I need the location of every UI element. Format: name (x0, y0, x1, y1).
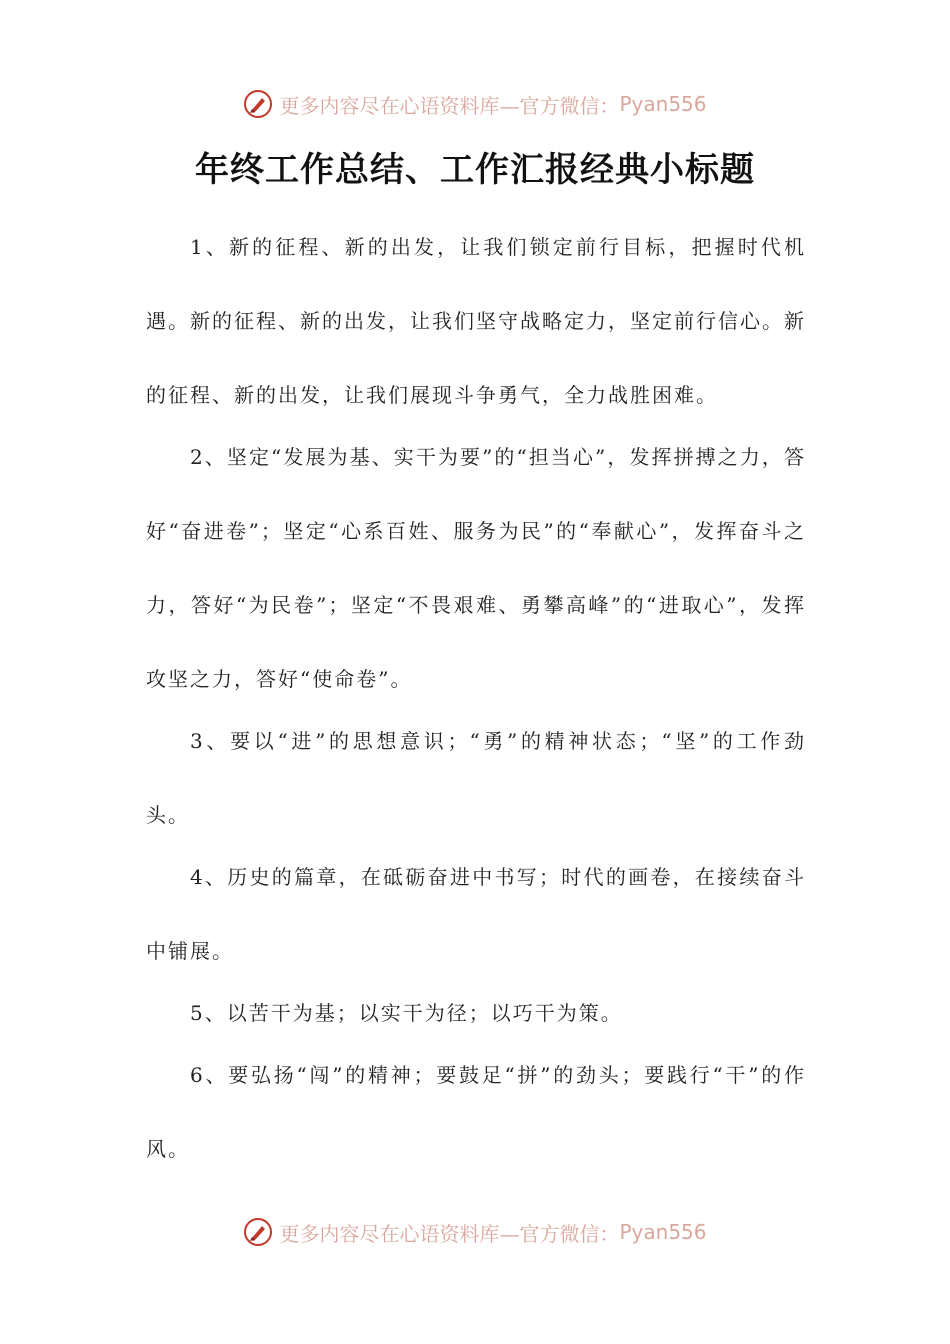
document-title: 年终工作总结、工作汇报经典小标题 (195, 150, 755, 190)
paragraph-2: 2、坚定“发展为基、实干为要”的“担当心”，发挥拼搏之力，答好“奋进卷”；坚定“心系百姓、服务为民”的“奉献心”，发挥奋斗之力，答好“为民卷”；坚定“不畏艰难、勇攀高峰”的“进取心”，发挥攻坚之力，答好“使命卷”。 (146, 445, 806, 691)
paragraph-1: 1、新的征程、新的出发，让我们锁定前行目标，把握时代机遇。新的征程、新的出发，让我们坚守战略定力，坚定前行信心。新的征程、新的出发，让我们展现斗争勇气，全力战胜困难。 (146, 235, 806, 407)
watermark-wechat-id: Pyan556 (619, 1220, 707, 1244)
document-body (146, 210, 806, 1186)
paragraph-6: 6、要弘扬“闯”的精神；要鼓足“拼”的劲头；要践行“干”的作风。 (146, 1063, 806, 1161)
paragraph-5: 5、以苦干为基；以实干为径；以巧干为策。 (190, 1001, 623, 1025)
paragraph-3: 3、要以“进”的思想意识；“勇”的精神状态；“坚”的工作劲头。 (146, 729, 806, 827)
watermark-text: 更多内容尽在心语资料库—官方微信： (279, 1221, 620, 1246)
watermark-wechat-id: Pyan556 (619, 92, 707, 116)
pen-nib-icon (243, 1217, 273, 1247)
pen-nib-icon (243, 89, 273, 119)
watermark-text: 更多内容尽在心语资料库—官方微信： (279, 93, 620, 118)
paragraph-4: 4、历史的篇章，在砥砺奋进中书写；时代的画卷，在接续奋斗中铺展。 (146, 865, 806, 963)
footer-watermark (0, 1212, 950, 1252)
header-watermark (0, 84, 950, 124)
